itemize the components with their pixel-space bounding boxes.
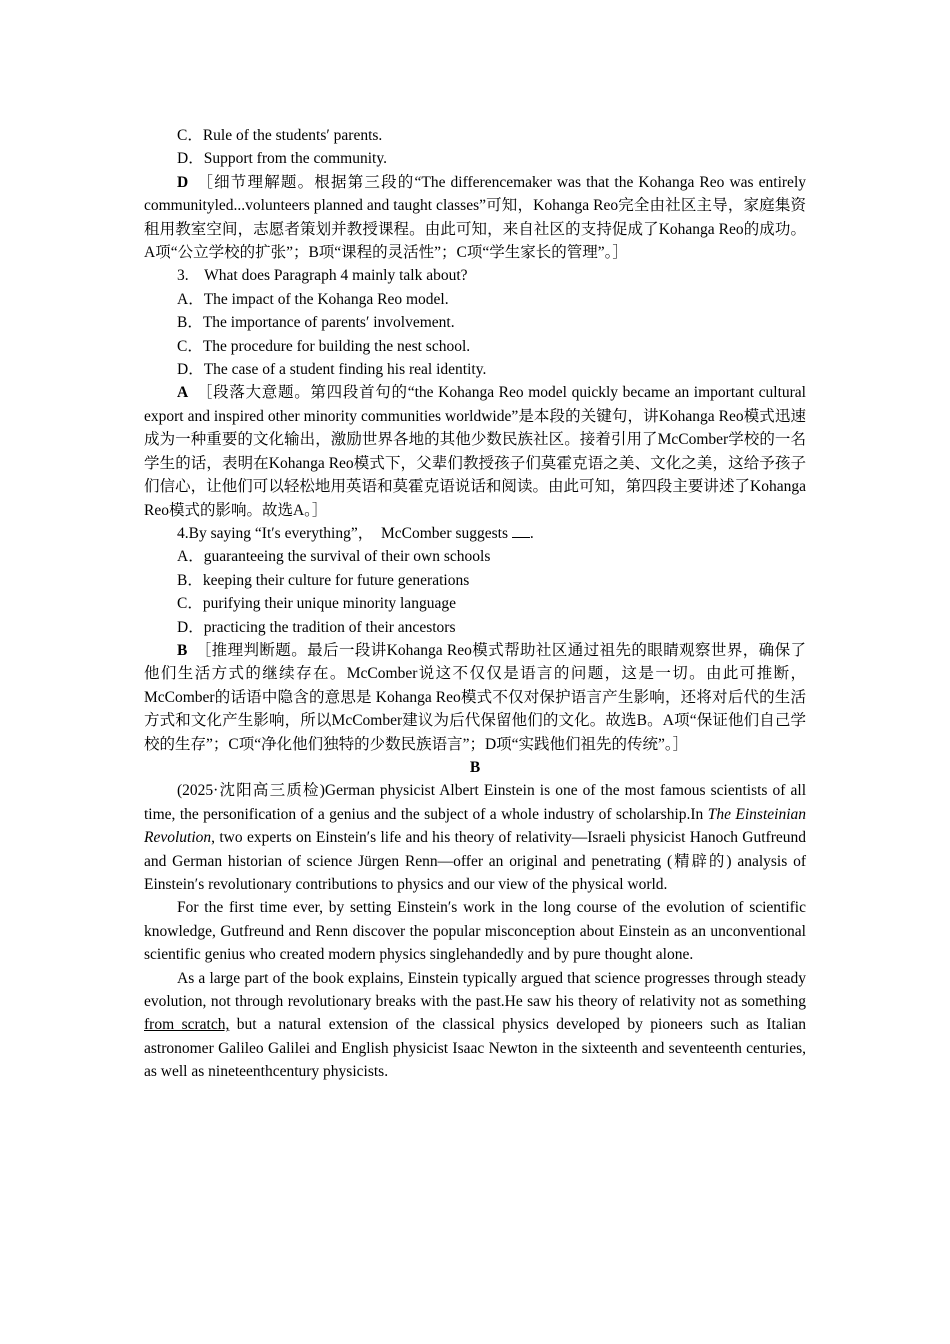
- document-page: [144, 124, 806, 1084]
- answer-blank: [512, 523, 530, 538]
- passage-paragraph-3: [144, 967, 806, 1084]
- q4-answer-letter: B: [177, 641, 188, 659]
- p3-text-a: As a large part of the book explains, Einstein typically argued that science progresses through steady evolution, not through revolutionary breaks with the past.He saw his theory of relativity not as something: [144, 969, 806, 1011]
- book-title: The Einsteinian Revolution: [144, 805, 806, 847]
- q4-option-c: C．purifying their unique minority language: [177, 595, 456, 613]
- q2-answer: [144, 171, 806, 265]
- passage-paragraph-1: [144, 779, 806, 896]
- p1-text-a: (2025·沈阳高三质检)German physicist Albert Einstein is one of the most famous scientists of all time, the personification of a genius and the subject of a whole industry of scholarship.In: [144, 782, 806, 823]
- q4-answer: [144, 639, 806, 756]
- q3-option-a: A．The impact of the Kohanga Reo model.: [177, 290, 449, 308]
- q3-answer: [144, 381, 806, 521]
- q3-option-c: C．The procedure for building the nest school.: [177, 337, 471, 355]
- p1-text-b: , two experts on Einstein′s life and his theory of relativity—Israeli physicist Hanoch Gutfreund and German historian of science Jürgen Renn—offer an original and penetrating (精辟的) analysis of Einstein′s revolutionary contributions to physics and our view of the physical world.: [144, 829, 806, 893]
- q4-option-a: A．guaranteeing the survival of their own schools: [177, 548, 491, 566]
- underlined-phrase: from scratch,: [144, 1016, 230, 1034]
- q2-answer-text: ［细节理解题。根据第三段的“The differencemaker was that the Kohanga Reo was entirely communityled...volunteers planned and taught classes”可知，Kohanga Reo完全由社区主导，家庭集资租用教室空间，志愿者策划并教授课程。由此可知，来自社区的支持促成了Kohanga Reo的成功。A项“公立学校的扩张”；B项“课程的灵活性”；C项“学生家长的管理”。］: [144, 173, 806, 262]
- q4-stem-end: .: [529, 524, 534, 542]
- q4-answer-text: ［推理判断题。最后一段讲Kohanga Reo模式帮助社区通过祖先的眼睛观察世界，确保了他们生活方式的继续存在。McComber说这不仅仅是语言的问题，这是一切。由此可推断，McComber的话语中隐含的意思是 Kohanga Reo模式不仅对保护语言产生影响，还将对后代的生活方式和文化产生影响，所以McComber建议为后代保留他们的文化。故选B。A项“保证他们自己学校的生存”；C项“净化他们独特的少数民族语言”；D项“实践他们祖先的传统”。］: [144, 641, 806, 753]
- q4-stem: [144, 522, 806, 545]
- passage-paragraph-2: For the first time ever, by setting Einstein′s work in the long course of the evolution of scientific knowledge, Gutfreund and Renn discover the popular misconception about Einstein as an unconventional scientific genius who created modern physics singlehandedly and by pure thought alone.: [144, 899, 806, 964]
- q3-answer-text: ［段落大意题。第四段首句的“the Kohanga Reo model quickly became an important cultural export and inspired other minority communities worldwide”是本段的关键句，讲Kohanga Reo模式迅速成为一种重要的文化输出，激励世界各地的其他少数民族社区。接着引用了McComber学校的一名学生的话，表明在Kohanga Reo模式下，父辈们教授孩子们莫霍克语之美、文化之美，这给予孩子们信心，让他们可以轻松地用英语和莫霍克语说话和阅读。由此可知，第四段主要讲述了Kohanga Reo模式的影响。故选A。］: [144, 384, 806, 519]
- q3-option-b: B．The importance of parents′ involvement.: [177, 314, 455, 332]
- q2-option-d: D．Support from the community.: [177, 150, 387, 168]
- q4-stem-text: 4.By saying “It′s everything”， McComber suggests: [177, 524, 512, 542]
- q4-option-b: B．keeping their culture for future generations: [177, 571, 470, 589]
- q2-option-c: C．Rule of the students′ parents.: [177, 127, 383, 144]
- section-b-heading: B: [469, 758, 481, 776]
- q4-option-d: D．practicing the tradition of their ancestors: [177, 618, 456, 636]
- q3-stem: 3. What does Paragraph 4 mainly talk about?: [177, 267, 468, 285]
- q2-answer-letter: D: [177, 173, 189, 191]
- q3-option-d: D．The case of a student finding his real identity.: [177, 361, 487, 379]
- p3-text-b: but a natural extension of the classical physics developed by pioneers such as Italian astronomer Galileo Galilei and English physicist Isaac Newton in the sixteenth and seventeenth centuries, as well as nineteenthcentury physicists.: [144, 1016, 806, 1081]
- q3-answer-letter: A: [177, 384, 189, 402]
